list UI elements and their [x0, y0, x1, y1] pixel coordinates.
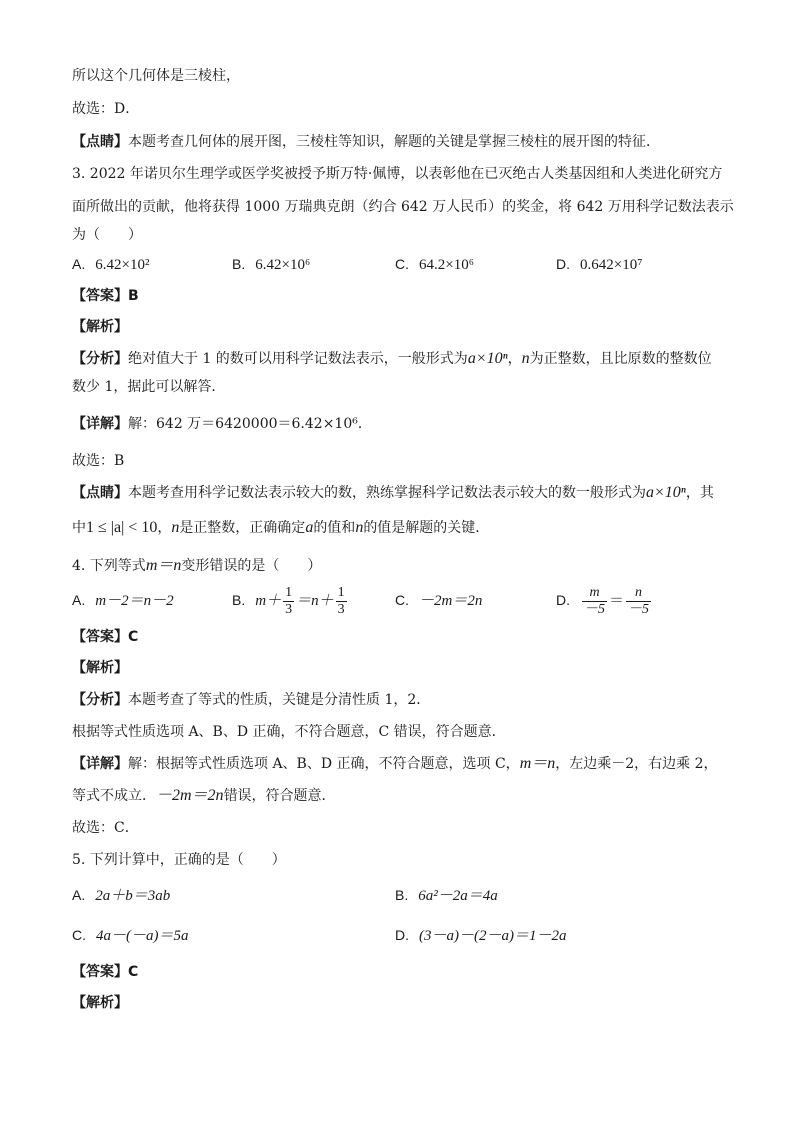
math-expr: －2m＝2n — [156, 787, 224, 804]
q3-dianjing-line2: 中1 ≤ |a| < 10，n是正整数，正确确定a的值和n的值是解题的关键． — [72, 519, 490, 536]
text-line: 所以这个几何体是三棱柱， — [72, 68, 240, 84]
q4-option-b: B. m＋ $\frac{1}{3}$ ＝n＋ $\frac{1}{3}$ — [232, 584, 345, 617]
q3-xiangjie: 【详解】解：642 万＝6420000＝6.42×10⁶． — [72, 416, 372, 432]
section-tag: 【详解】 — [72, 756, 128, 772]
q4-option-c: C. －2m＝2n — [395, 592, 483, 609]
math-expr: m＝n — [145, 557, 182, 574]
section-tag: 【点睛】 — [72, 485, 128, 501]
q5-option-d: D. (3－a)－(2－a)＝1－2a — [395, 927, 567, 944]
q3-option-c: C. 64.2×10⁶ — [395, 256, 474, 273]
q3-answer: 【答案】B — [72, 288, 139, 304]
q3-guxuan: 故选：B — [72, 453, 125, 469]
q3-option-d: D. 0.642×10⁷ — [556, 256, 643, 273]
fraction: $\frac{1}{3}$ — [337, 584, 345, 617]
math-expr: a×10ⁿ — [646, 484, 686, 501]
q4-fenxi: 【分析】本题考查了等式的性质，关键是分清性质 1，2． — [72, 692, 431, 708]
q4-guxuan: 故选：C． — [72, 820, 139, 836]
q4-xiangjie-line1: 【详解】解：根据等式性质选项 A、B、D 正确，不符合题意，选项 C，m＝n，左边乘－2，右边乘 2， — [72, 755, 718, 772]
q5-analysis-tag: 【解析】 — [72, 995, 128, 1011]
text-line: 故选：D． — [72, 101, 140, 117]
fraction: $\frac{1}{3}$ — [285, 584, 293, 617]
section-tag: 【详解】 — [72, 416, 128, 432]
q5-option-c: C. 4a－(－a)＝5a — [72, 927, 189, 944]
q4-xiangjie-line2: 等式不成立．－2m＝2n错误，符合题意． — [72, 787, 336, 804]
fraction: $\frac{n}{-5}$ — [628, 584, 650, 617]
q3-fenxi-line2: 数少 1，据此可以解答． — [72, 379, 226, 395]
fraction: $\frac{m}{-5}$ — [584, 584, 605, 617]
q4-option-d: D. $\frac{m}{-5}$ ＝ $\frac{n}{-5}$ — [556, 584, 650, 617]
q4-stem: 4. 下列等式m＝n变形错误的是（ ） — [72, 557, 322, 574]
q3-option-a: A. 6.42×10² — [72, 256, 150, 273]
math-expr: m＝n — [519, 755, 556, 772]
math-expr: 1 ≤ |a| < 10 — [86, 519, 158, 536]
q3-stem-line2: 面所做出的贡献，他将获得 1000 万瑞典克朗（约合 642 万人民币）的奖金，将 642 万用科学记数法表示 — [72, 199, 734, 215]
q4-line: 根据等式性质选项 A、B、D 正确，不符合题意，C 错误，符合题意． — [72, 724, 506, 740]
section-tag: 【分析】 — [72, 692, 128, 708]
q5-option-a: A. 2a＋b＝3ab — [72, 887, 171, 904]
math-expr: a×10ⁿ — [467, 350, 508, 367]
q3-stem-line3: 为（ ） — [72, 227, 142, 243]
q3-fenxi-line1: 【分析】绝对值大于 1 的数可以用科学记数法表示，一般形式为a×10ⁿ，n为正整数，且比原数的整数位 — [72, 350, 712, 367]
q3-stem-line1: 3. 2022 年诺贝尔生理学或医学奖被授予斯万特·佩博，以表彰他在已灭绝古人类基因组和人类进化研究方 — [72, 166, 723, 182]
q3-option-b: B. 6.42×10⁶ — [232, 256, 311, 273]
q5-option-b: B. 6a²－2a＝4a — [395, 887, 498, 904]
dianjing-line — [72, 132, 660, 152]
section-tag: 【点睛】 — [72, 134, 128, 150]
q4-answer: 【答案】C — [72, 629, 139, 645]
q3-dianjing-line1: 【点睛】本题考查用科学记数法表示较大的数，熟练掌握科学记数法表示较大的数一般形式为a×10ⁿ，其 — [72, 484, 714, 501]
q4-analysis-tag: 【解析】 — [72, 660, 128, 676]
section-tag: 【分析】 — [72, 351, 128, 367]
q4-option-a: A. m－2＝n－2 — [72, 592, 174, 609]
q5-stem: 5. 下列计算中，正确的是（ ） — [72, 852, 286, 868]
text: 本题考查几何体的展开图，三棱柱等知识，解题的关键是掌握三棱柱的展开图的特征． — [128, 134, 660, 150]
q5-answer: 【答案】C — [72, 964, 139, 980]
q3-analysis-tag: 【解析】 — [72, 319, 128, 335]
